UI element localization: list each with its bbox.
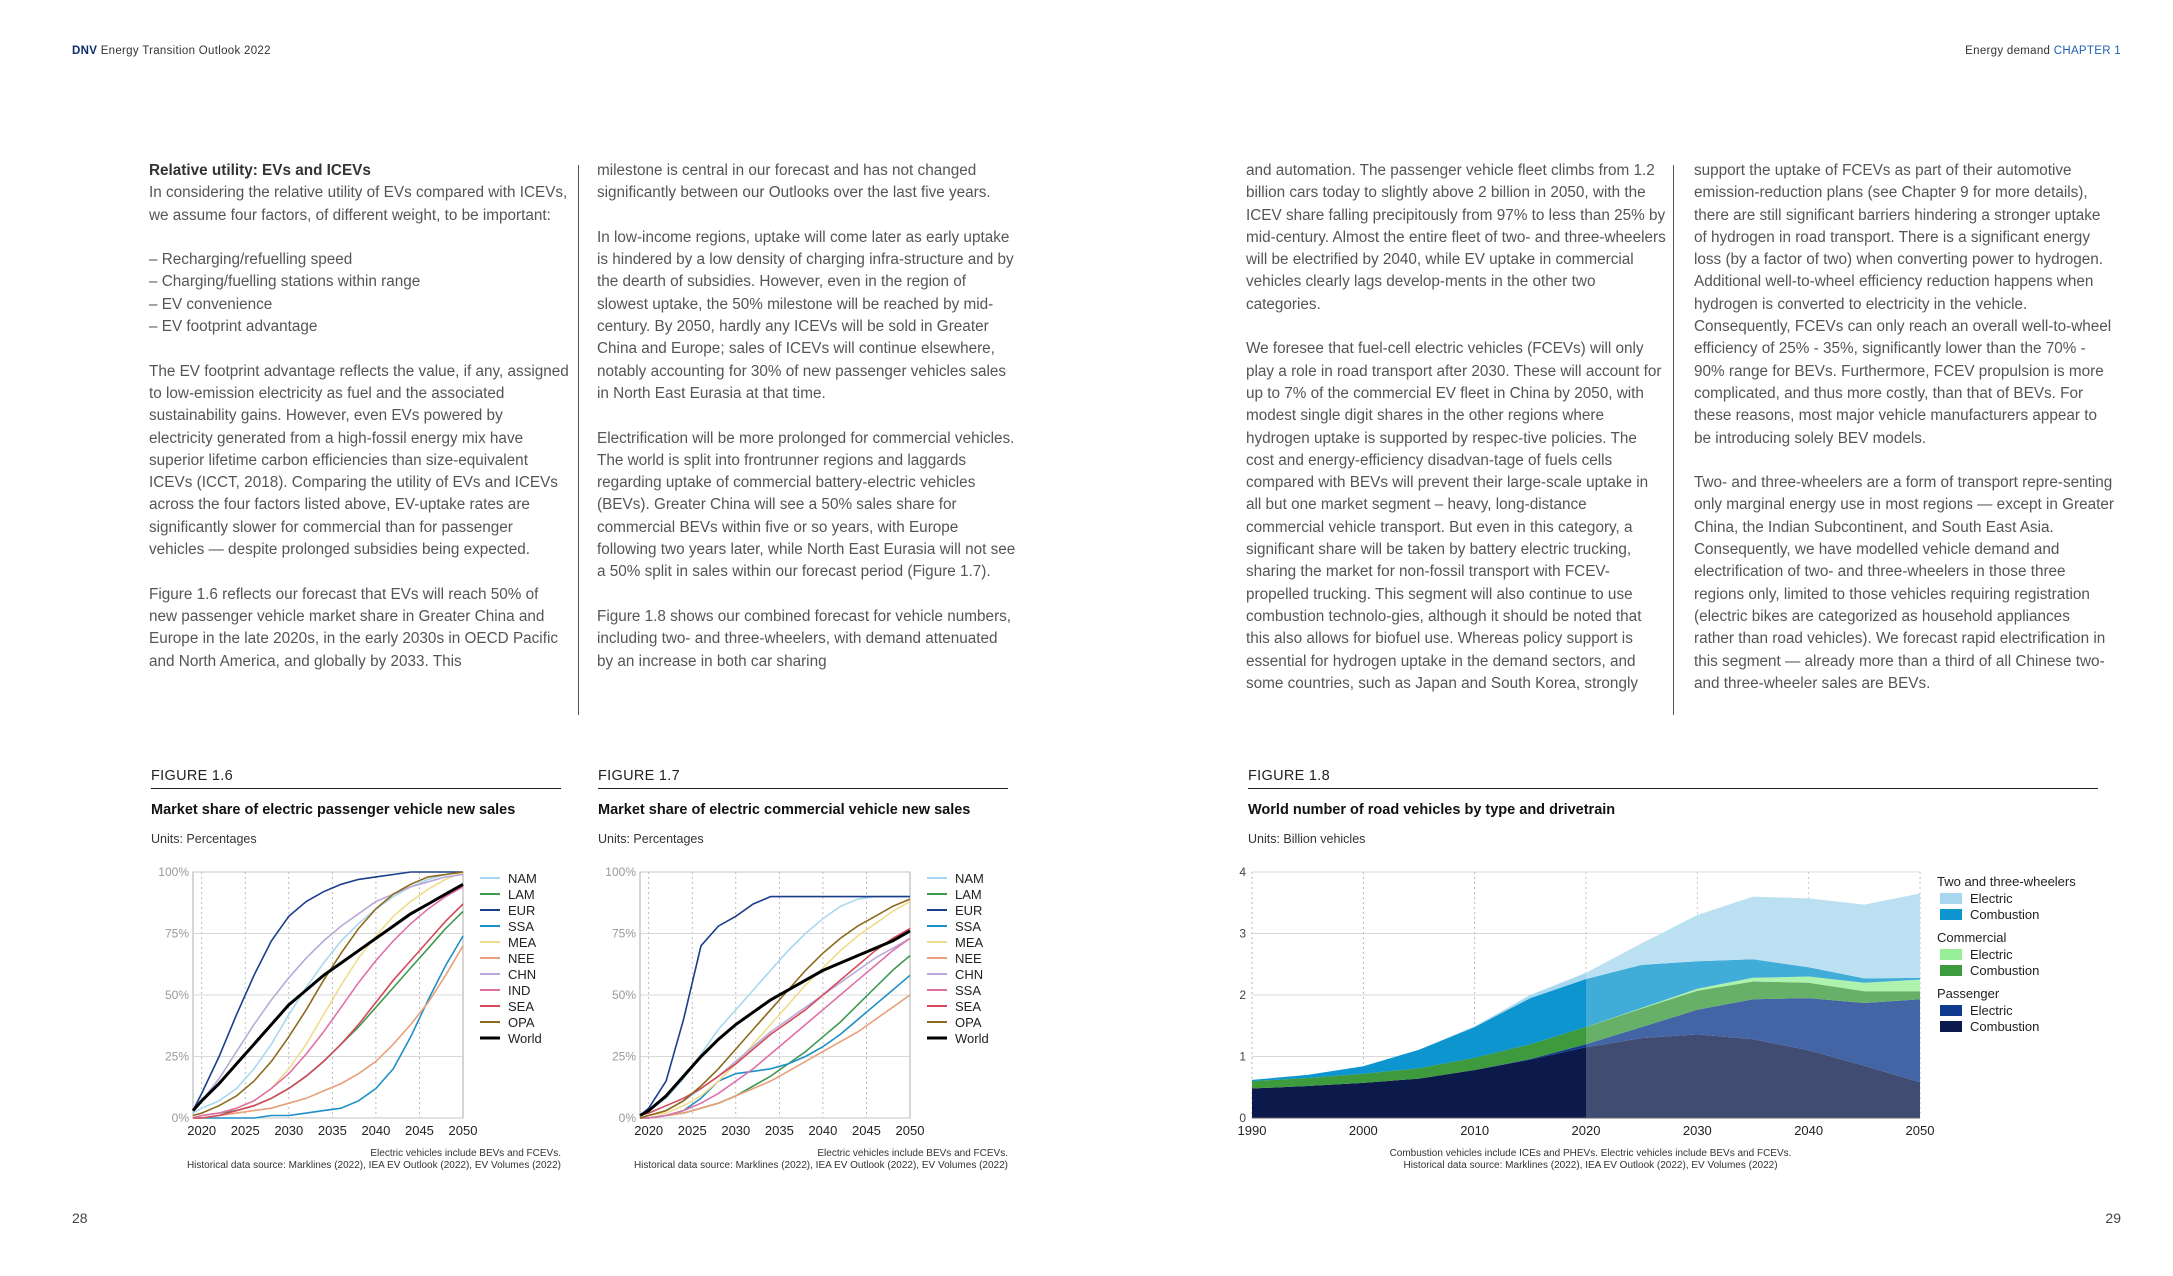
chart-figure-1-6 [145, 860, 575, 1145]
x-tick-label: 2020 [187, 1123, 217, 1138]
legend-label: EUR [508, 903, 536, 918]
page-number-right: 29 [2105, 1210, 2121, 1226]
x-tick-label: 2050 [1905, 1123, 1935, 1138]
y-tick-label: 25% [611, 1049, 636, 1064]
x-tick-label: 2045 [851, 1123, 881, 1138]
figure-note [1248, 1148, 1933, 1171]
note-line: Combustion vehicles include ICEs and PHEVs. Electric vehicles include BEVs and FCEVs. [1389, 1148, 1792, 1159]
x-tick-label: 2040 [361, 1123, 391, 1138]
legend-label: SSA [955, 983, 982, 998]
chart-figure-1-8 [1237, 860, 2110, 1145]
header-right [1965, 45, 2121, 57]
legend-label: CHN [508, 967, 537, 982]
figure-label: FIGURE 1.7 [598, 768, 680, 784]
note-line: Historical data source: Marklines (2022), IEA EV Outlook (2022), EV Volumes (2022) [1403, 1159, 1778, 1171]
figure-note [598, 1148, 1008, 1171]
paragraph: In considering the relative utility of EVs compared with ICEVs, we assume four factors, of different weight, to be important: [149, 184, 568, 224]
x-tick-label: 2010 [1460, 1123, 1490, 1138]
page-number-left: 28 [72, 1210, 88, 1226]
x-tick-label: 2035 [317, 1123, 347, 1138]
legend-group-title: Passenger [1937, 986, 2000, 1001]
chapter-label: CHAPTER 1 [2053, 45, 2121, 57]
legend-label: SSA [508, 919, 535, 934]
legend-label: LAM [955, 887, 982, 902]
list-item: – EV footprint advantage [149, 318, 318, 336]
y-tick-label: 4 [1239, 865, 1246, 879]
x-tick-label: 1990 [1237, 1123, 1267, 1138]
list-item: – Recharging/refuelling speed [149, 251, 353, 269]
x-tick-label: 2035 [764, 1123, 794, 1138]
y-tick-label: 25% [164, 1049, 189, 1064]
legend-label: World [955, 1031, 989, 1046]
note-line: Electric vehicles include BEVs and FCEVs. [817, 1148, 1008, 1159]
y-tick-label: 3 [1239, 926, 1246, 941]
y-tick-label: 0% [171, 1111, 189, 1125]
y-tick-label: 2 [1239, 988, 1246, 1002]
legend-label: Electric [1970, 1003, 2013, 1018]
figure-note [151, 1148, 561, 1171]
y-tick-label: 50% [164, 988, 189, 1002]
column-divider [578, 165, 579, 715]
paragraph: milestone is central in our forecast and has not changed significantly between our Outlooks over the last five years. [597, 162, 991, 202]
paragraph: Figure 1.8 shows our combined forecast for vehicle numbers, including two- and three-wheelers, with demand attenuated by an increase in both car sharing [597, 607, 1012, 670]
figure-rule [1248, 788, 2098, 789]
list-item: – EV convenience [149, 295, 273, 313]
x-tick-label: 2045 [404, 1123, 434, 1138]
legend-label: Combustion [1970, 963, 2040, 978]
y-tick-label: 100% [158, 865, 189, 879]
y-tick-label: 1 [1239, 1049, 1246, 1064]
note-line: Electric vehicles include BEVs and FCEVs. [370, 1148, 561, 1159]
x-tick-label: 2040 [808, 1123, 838, 1138]
legend-label: EUR [955, 903, 983, 918]
legend-swatch [1940, 965, 1962, 976]
figure-units: Units: Percentages [151, 832, 257, 846]
y-tick-label: 0% [618, 1111, 636, 1125]
note-line: Historical data source: Marklines (2022), IEA EV Outlook (2022), EV Volumes (2022) [186, 1159, 561, 1171]
x-tick-label: 2030 [274, 1123, 304, 1138]
x-tick-label: 2020 [1571, 1123, 1601, 1138]
legend-swatch [1940, 1021, 1962, 1032]
paragraph: Two- and three-wheelers are a form of transport repre-senting only marginal energy use in most regions — except in Greater China, the Indian Subcontinent, and South East Asia. Consequently, we have modelled vehicle demand and electrification of two- and three-wheelers in those three regions only, limited to those vehicles requiring registration (electric bikes are categorized as household appliances rather than road vehicles). We forecast rapid electrification in this segment — already more than a third of all Chinese two- and three-wheeler sales are BEVs. [1694, 474, 2115, 692]
legend-label: Electric [1970, 947, 2013, 962]
figure-1-8 [1248, 768, 2098, 846]
y-tick-label: 50% [611, 988, 636, 1002]
figure-1-7 [598, 768, 1008, 846]
y-tick-label: 75% [164, 926, 189, 941]
legend-group-title: Two and three-wheelers [1937, 874, 2076, 889]
legend-label: NAM [508, 871, 537, 886]
paragraph: The EV footprint advantage reflects the value, if any, assigned to low-emission electricity as fuel and the associated sustainability gains. However, even EVs powered by electricity generated from a high-fossil energy mix have superior lifetime carbon efficiencies than size-equivalent ICEVs (ICCT, 2018). Comparing the utility of EVs and ICEVs across the four factors listed above, EV-uptake rates are significantly slower for commercial than for passenger vehicles — despite prolonged subsidies being expected. [149, 362, 569, 559]
list-item: – Charging/fuelling stations within range [149, 273, 421, 291]
paragraph: Electrification will be more prolonged for commercial vehicles. The world is split into frontrunner regions and laggards regarding uptake of commercial battery-electric vehicles (BEVs). Greater China will see a 50% sales share for commercial BEVs within five or so years, with Europe following two years later, while North East Eurasia will not see a 50% split in sales within our forecast period (Figure 1.7). [597, 429, 1016, 581]
paragraph: and automation. The passenger vehicle fleet climbs from 1.2 billion cars today to slightly above 2 billion in 2050, with the ICEV share falling precipitously from 97% to less than 25% by mid-century. Almost the entire fleet of two- and three-wheelers will be electrified by 2040, while EV uptake in commercial vehicles clearly lags develop-ments in the other two categories. [1246, 162, 1666, 313]
x-tick-label: 2025 [677, 1123, 707, 1138]
figure-title: World number of road vehicles by type and drivetrain [1248, 802, 1616, 818]
brand-name: DNV [72, 45, 98, 57]
legend-label: IND [508, 983, 531, 998]
figure-units: Units: Percentages [598, 832, 704, 846]
legend-label: CHN [955, 967, 984, 982]
x-tick-label: 2050 [448, 1123, 478, 1138]
legend-label: SEA [508, 999, 535, 1014]
legend-group-title: Commercial [1937, 930, 2007, 945]
legend-label: Electric [1970, 891, 2013, 906]
section-heading: Relative utility: EVs and ICEVs [149, 162, 371, 179]
paragraph: Figure 1.6 reflects our forecast that EVs will reach 50% of new passenger vehicle market share in Greater China and Europe in the late 2020s, in the early 2030s in OECD Pacific and North America, and globally by 2033. This [149, 585, 558, 670]
legend-label: NEE [955, 951, 982, 966]
legend-label: LAM [508, 887, 535, 902]
paragraph: support the uptake of FCEVs as part of their automotive emission-reduction plans (see Chapter 9 for more details), there are still significant barriers hindering a stronger uptake of hydrogen in road transport. There is a significant energy loss (by a factor of two) when converting power to hydrogen. Additional well-to-wheel efficiency reduction happens when hydrogen is converted to electricity in the vehicle. Consequently, FCEVs can only reach an overall well-to-wheel efficiency of 25% - 35%, significantly lower than the 70% - 90% range for BEVs. Furthermore, FCEV propulsion is more complicated, and thus more costly, than that of BEVs. For these reasons, most major vehicle manufacturers appear to be introducing solely BEV models. [1694, 162, 2112, 447]
x-tick-label: 2030 [1682, 1123, 1712, 1138]
text-column-1 [149, 160, 569, 695]
x-tick-label: 2025 [230, 1123, 260, 1138]
figure-1-6 [151, 768, 561, 846]
x-tick-label: 2000 [1348, 1123, 1378, 1138]
legend-label: NAM [955, 871, 984, 886]
factor-list [149, 249, 569, 338]
figure-title: Market share of electric passenger vehicle new sales [151, 802, 516, 818]
text-column-2 [597, 160, 1017, 695]
figure-rule [598, 788, 1008, 789]
legend-swatch [1940, 1005, 1962, 1016]
legend-label: SSA [955, 919, 982, 934]
text-column-4 [1694, 160, 2114, 717]
x-tick-label: 2050 [895, 1123, 925, 1138]
legend-label: OPA [508, 1015, 535, 1030]
legend-label: Combustion [1970, 907, 2040, 922]
x-tick-label: 2040 [1794, 1123, 1824, 1138]
y-tick-label: 75% [611, 926, 636, 941]
legend-swatch [1940, 893, 1962, 904]
publication-name: Energy Transition Outlook 2022 [100, 45, 271, 57]
legend-label: OPA [955, 1015, 982, 1030]
figure-rule [151, 788, 561, 789]
figure-label: FIGURE 1.8 [1248, 768, 1330, 784]
column-divider [1673, 165, 1674, 715]
note-line: Historical data source: Marklines (2022), IEA EV Outlook (2022), EV Volumes (2022) [633, 1159, 1008, 1171]
y-tick-label: 0 [1239, 1111, 1246, 1125]
text-column-3 [1246, 160, 1666, 717]
paragraph: In low-income regions, uptake will come later as early uptake is hindered by a low density of charging infra-structure and by the dearth of subsidies. However, even in the region of slowest uptake, the 50% milestone will be reached by mid-century. By 2050, hardly any ICEVs will be sold in Greater China and Europe; sales of ICEVs will continue elsewhere, notably accounting for 30% of new passenger vehicles sales in North East Eurasia at that time. [597, 228, 1014, 402]
legend-label: MEA [508, 935, 537, 950]
figure-units: Units: Billion vehicles [1248, 832, 1366, 846]
legend-label: MEA [955, 935, 984, 950]
paragraph: We foresee that fuel-cell electric vehicles (FCEVs) will only play a role in road transport after 2030. These will account for up to 7% of the commercial EV fleet in China by 2050, with modest single digit shares in the other regions where hydrogen uptake is supported by respec-tive policies. The cost and energy-efficiency disadvan-tage of fuels cells compared with BEVs will prevent their large-scale uptake in all but one market segment – heavy, long-distance commercial vehicle transport. But even in this category, a significant share will be taken by battery electric trucking, sharing the market for non-fossil transport with FCEV-propelled trucking. This segment will also continue to use combustion technolo-gies, although it should be noted that this also allows for biofuel use. Whereas policy support is essential for hydrogen uptake in the demand sectors, and some countries, such as Japan and South Korea, strongly [1246, 340, 1662, 692]
legend-label: Combustion [1970, 1019, 2040, 1034]
legend-label: SEA [955, 999, 982, 1014]
y-tick-label: 100% [605, 865, 636, 879]
header-left [72, 45, 271, 57]
legend-label: World [508, 1031, 542, 1046]
chart-figure-1-7 [592, 860, 1022, 1145]
figure-label: FIGURE 1.6 [151, 768, 233, 784]
x-tick-label: 2020 [634, 1123, 664, 1138]
forecast-shade [1586, 872, 1920, 1118]
section-name: Energy demand [1965, 45, 2051, 57]
legend-label: NEE [508, 951, 535, 966]
legend-swatch [1940, 909, 1962, 920]
figure-title: Market share of electric commercial vehicle new sales [598, 802, 971, 818]
x-tick-label: 2030 [721, 1123, 751, 1138]
legend-swatch [1940, 949, 1962, 960]
